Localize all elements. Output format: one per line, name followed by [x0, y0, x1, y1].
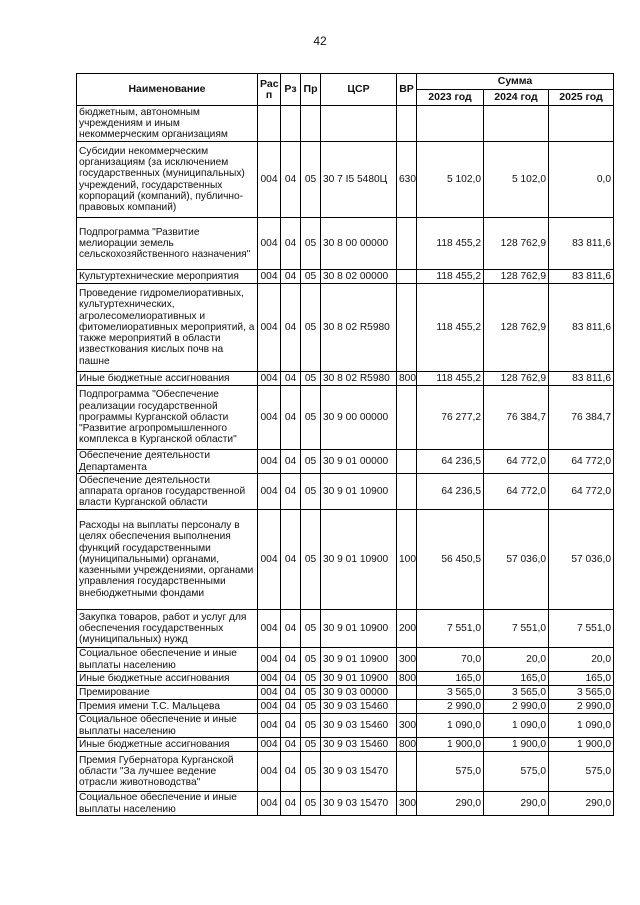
row-rasp: 004: [258, 450, 281, 474]
row-name: Премирование: [77, 686, 258, 700]
row-vr: [397, 218, 417, 270]
row-rasp: 004: [258, 752, 281, 792]
row-rasp: 004: [258, 270, 281, 284]
row-rasp: 004: [258, 700, 281, 714]
row-name: Социальное обеспечение и иные выплаты населению: [77, 714, 258, 738]
row-name: бюджетным, автономным учреждениям и иным некоммерческим организациям: [77, 106, 258, 142]
row-sum-2023: 290,0: [417, 792, 484, 816]
row-rz: 04: [281, 218, 301, 270]
row-sum-2023: 118 455,2: [417, 372, 484, 386]
row-vr: 800: [397, 672, 417, 686]
row-rz: 04: [281, 386, 301, 450]
table-row: [77, 450, 614, 474]
row-sum-2024: 7 551,0: [484, 610, 549, 648]
row-csr: 30 7 I5 5480Ц: [321, 142, 397, 218]
header-rasp: [258, 74, 281, 106]
row-sum-2025: 83 811,6: [549, 218, 614, 270]
row-csr: 30 9 03 15470: [321, 752, 397, 792]
row-name: Субсидии некоммерческим организациям (за исключением государственных (муниципальных) учреждений, государственных корпораций (компаний), публично-правовых компаний): [77, 142, 258, 218]
row-sum-2024: 64 772,0: [484, 450, 549, 474]
row-rz: 04: [281, 792, 301, 816]
row-rasp: 004: [258, 738, 281, 752]
header-2025: 2025 год: [549, 90, 614, 106]
row-sum-2024: 64 772,0: [484, 474, 549, 510]
row-sum-2025: 2 990,0: [549, 700, 614, 714]
row-rz: 04: [281, 372, 301, 386]
row-name: Культуртехнические мероприятия: [77, 270, 258, 284]
row-rz: 04: [281, 714, 301, 738]
row-sum-2023: 56 450,5: [417, 510, 484, 610]
row-rasp: 004: [258, 686, 281, 700]
row-sum-2024: 1 090,0: [484, 714, 549, 738]
header-pr: Пр: [301, 74, 321, 106]
table-row: [77, 474, 614, 510]
row-name: Закупка товаров, работ и услуг для обеспечения государственных (муниципальных) нужд: [77, 610, 258, 648]
row-pr: 05: [301, 648, 321, 672]
row-sum-2024: 128 762,9: [484, 284, 549, 372]
row-sum-2024: 165,0: [484, 672, 549, 686]
row-name: Иные бюджетные ассигнования: [77, 672, 258, 686]
row-sum-2023: 7 551,0: [417, 610, 484, 648]
row-csr: 30 8 00 00000: [321, 218, 397, 270]
row-vr: 800: [397, 738, 417, 752]
row-rz: 04: [281, 284, 301, 372]
row-pr: 05: [301, 700, 321, 714]
row-rasp: 004: [258, 474, 281, 510]
header-name: Наименование: [77, 74, 258, 106]
row-pr: 05: [301, 284, 321, 372]
row-sum-2023: [417, 106, 484, 142]
row-rz: 04: [281, 510, 301, 610]
row-sum-2025: 165,0: [549, 672, 614, 686]
row-sum-2025: 0,0: [549, 142, 614, 218]
row-sum-2023: 118 455,2: [417, 284, 484, 372]
row-vr: [397, 106, 417, 142]
table-row: [77, 610, 614, 648]
row-sum-2023: 76 277,2: [417, 386, 484, 450]
table-row: [77, 738, 614, 752]
row-pr: 05: [301, 386, 321, 450]
row-vr: [397, 270, 417, 284]
row-rasp: 004: [258, 792, 281, 816]
row-name: Социальное обеспечение и иные выплаты населению: [77, 648, 258, 672]
row-sum-2023: 64 236,5: [417, 450, 484, 474]
row-rz: 04: [281, 648, 301, 672]
row-sum-2024: 128 762,9: [484, 372, 549, 386]
row-vr: [397, 284, 417, 372]
table-body: [77, 106, 614, 816]
row-pr: 05: [301, 686, 321, 700]
row-sum-2023: 1 900,0: [417, 738, 484, 752]
row-rasp: 004: [258, 610, 281, 648]
row-rz: 04: [281, 142, 301, 218]
row-sum-2025: 57 036,0: [549, 510, 614, 610]
row-sum-2024: [484, 106, 549, 142]
row-vr: 300: [397, 792, 417, 816]
row-vr: 630: [397, 142, 417, 218]
row-rasp: 004: [258, 372, 281, 386]
row-name: Обеспечение деятельности аппарата органов государственной власти Курганской области: [77, 474, 258, 510]
row-sum-2025: 83 811,6: [549, 284, 614, 372]
table-row: [77, 686, 614, 700]
row-sum-2024: 76 384,7: [484, 386, 549, 450]
row-rasp: 004: [258, 218, 281, 270]
row-rz: 04: [281, 700, 301, 714]
row-vr: [397, 700, 417, 714]
row-vr: 800: [397, 372, 417, 386]
row-sum-2024: 2 990,0: [484, 700, 549, 714]
row-name: Подпрограмма "Развитие мелиорации земель сельскохозяйственного назначения": [77, 218, 258, 270]
row-pr: 05: [301, 610, 321, 648]
row-sum-2024: 20,0: [484, 648, 549, 672]
row-csr: 30 9 00 00000: [321, 386, 397, 450]
row-sum-2025: 1 090,0: [549, 714, 614, 738]
row-sum-2024: 128 762,9: [484, 270, 549, 284]
header-csr: ЦСР: [321, 74, 397, 106]
row-vr: [397, 474, 417, 510]
row-sum-2024: 128 762,9: [484, 218, 549, 270]
row-pr: 05: [301, 714, 321, 738]
row-sum-2023: 118 455,2: [417, 218, 484, 270]
row-rz: [281, 106, 301, 142]
row-name: Премия имени Т.С. Мальцева: [77, 700, 258, 714]
table-row: [77, 372, 614, 386]
row-pr: 05: [301, 510, 321, 610]
row-name: Обеспечение деятельности Департамента: [77, 450, 258, 474]
row-rz: 04: [281, 672, 301, 686]
row-sum-2025: [549, 106, 614, 142]
row-sum-2024: 1 900,0: [484, 738, 549, 752]
row-pr: 05: [301, 792, 321, 816]
row-sum-2023: 5 102,0: [417, 142, 484, 218]
row-sum-2025: 1 900,0: [549, 738, 614, 752]
row-sum-2025: 575,0: [549, 752, 614, 792]
header-2024: 2024 год: [484, 90, 549, 106]
row-sum-2025: 76 384,7: [549, 386, 614, 450]
row-vr: 200: [397, 610, 417, 648]
row-pr: 05: [301, 372, 321, 386]
row-csr: 30 8 02 R5980: [321, 372, 397, 386]
row-sum-2025: 7 551,0: [549, 610, 614, 648]
row-vr: 300: [397, 648, 417, 672]
row-rasp: 004: [258, 714, 281, 738]
header-rz: Рз: [281, 74, 301, 106]
row-pr: 05: [301, 450, 321, 474]
row-rasp: 004: [258, 672, 281, 686]
row-csr: 30 9 03 15460: [321, 738, 397, 752]
table-row: [77, 648, 614, 672]
row-rasp: [258, 106, 281, 142]
row-csr: 30 9 01 10900: [321, 610, 397, 648]
row-vr: [397, 386, 417, 450]
row-sum-2025: 64 772,0: [549, 450, 614, 474]
row-name: Расходы на выплаты персоналу в целях обеспечения выполнения функций государственными (муниципальными) органами, казенными учреждениями, органами управления государственными внебюджетными фондами: [77, 510, 258, 610]
row-sum-2023: 2 990,0: [417, 700, 484, 714]
row-rz: 04: [281, 474, 301, 510]
row-rz: 04: [281, 686, 301, 700]
table-row: [77, 386, 614, 450]
row-csr: 30 8 02 00000: [321, 270, 397, 284]
row-pr: 05: [301, 218, 321, 270]
header-2023: 2023 год: [417, 90, 484, 106]
row-sum-2023: 118 455,2: [417, 270, 484, 284]
row-sum-2024: 575,0: [484, 752, 549, 792]
row-pr: 05: [301, 142, 321, 218]
row-csr: 30 9 03 15470: [321, 792, 397, 816]
row-pr: 05: [301, 474, 321, 510]
row-sum-2025: 83 811,6: [549, 372, 614, 386]
row-rasp: 004: [258, 284, 281, 372]
row-sum-2024: 5 102,0: [484, 142, 549, 218]
row-sum-2025: 20,0: [549, 648, 614, 672]
row-rz: 04: [281, 450, 301, 474]
row-rz: 04: [281, 610, 301, 648]
row-pr: 05: [301, 752, 321, 792]
row-vr: [397, 752, 417, 792]
row-rz: 04: [281, 270, 301, 284]
row-pr: 05: [301, 270, 321, 284]
table-row: [77, 218, 614, 270]
row-rasp: 004: [258, 648, 281, 672]
row-sum-2023: 165,0: [417, 672, 484, 686]
table-row: [77, 792, 614, 816]
row-csr: 30 9 01 10900: [321, 648, 397, 672]
table-row: [77, 714, 614, 738]
table-row: [77, 672, 614, 686]
row-name: Премия Губернатора Курганской области "За лучшее ведение отрасли животноводства": [77, 752, 258, 792]
row-vr: 100: [397, 510, 417, 610]
row-pr: [301, 106, 321, 142]
row-vr: [397, 450, 417, 474]
row-csr: 30 9 03 00000: [321, 686, 397, 700]
table-row: [77, 284, 614, 372]
row-csr: 30 9 03 15460: [321, 714, 397, 738]
row-sum-2025: 3 565,0: [549, 686, 614, 700]
table-row: [77, 510, 614, 610]
row-sum-2025: 64 772,0: [549, 474, 614, 510]
row-name: Социальное обеспечение и иные выплаты населению: [77, 792, 258, 816]
row-vr: [397, 686, 417, 700]
row-sum-2024: 57 036,0: [484, 510, 549, 610]
row-rasp: 004: [258, 386, 281, 450]
budget-table: [76, 73, 614, 816]
row-sum-2025: 83 811,6: [549, 270, 614, 284]
table-row: [77, 142, 614, 218]
row-name: Иные бюджетные ассигнования: [77, 372, 258, 386]
row-csr: 30 9 01 10900: [321, 672, 397, 686]
row-name: Подпрограмма "Обеспечение реализации государственной программы Курганской области "Развитие агропромышленного комплекса в Курганской области": [77, 386, 258, 450]
row-sum-2024: 3 565,0: [484, 686, 549, 700]
header-row: [77, 74, 614, 90]
table-row: [77, 270, 614, 284]
table-row: [77, 700, 614, 714]
row-csr: 30 9 01 00000: [321, 450, 397, 474]
row-csr: 30 8 02 R5980: [321, 284, 397, 372]
row-rasp: 004: [258, 142, 281, 218]
row-rz: 04: [281, 752, 301, 792]
header-vr: ВР: [397, 74, 417, 106]
row-pr: 05: [301, 672, 321, 686]
row-csr: 30 9 01 10900: [321, 510, 397, 610]
row-sum-2023: 1 090,0: [417, 714, 484, 738]
row-rasp: 004: [258, 510, 281, 610]
row-sum-2025: 290,0: [549, 792, 614, 816]
header-sum: Сумма: [417, 74, 614, 90]
page-number: 42: [313, 34, 327, 48]
row-name: Иные бюджетные ассигнования: [77, 738, 258, 752]
row-csr: [321, 106, 397, 142]
row-sum-2023: 575,0: [417, 752, 484, 792]
row-name: Проведение гидромелиоративных, культуртехнических, агролесомелиоративных и фитомелиоративных мероприятий, а также мероприятий в области известкования кислых почв на пашне: [77, 284, 258, 372]
row-csr: 30 9 01 10900: [321, 474, 397, 510]
row-sum-2023: 3 565,0: [417, 686, 484, 700]
row-pr: 05: [301, 738, 321, 752]
table-row: [77, 106, 614, 142]
row-rz: 04: [281, 738, 301, 752]
row-sum-2024: 290,0: [484, 792, 549, 816]
row-vr: 300: [397, 714, 417, 738]
row-sum-2023: 64 236,5: [417, 474, 484, 510]
row-sum-2023: 70,0: [417, 648, 484, 672]
header-rasp-label: Рас п: [260, 77, 279, 101]
row-csr: 30 9 03 15460: [321, 700, 397, 714]
table-row: [77, 752, 614, 792]
